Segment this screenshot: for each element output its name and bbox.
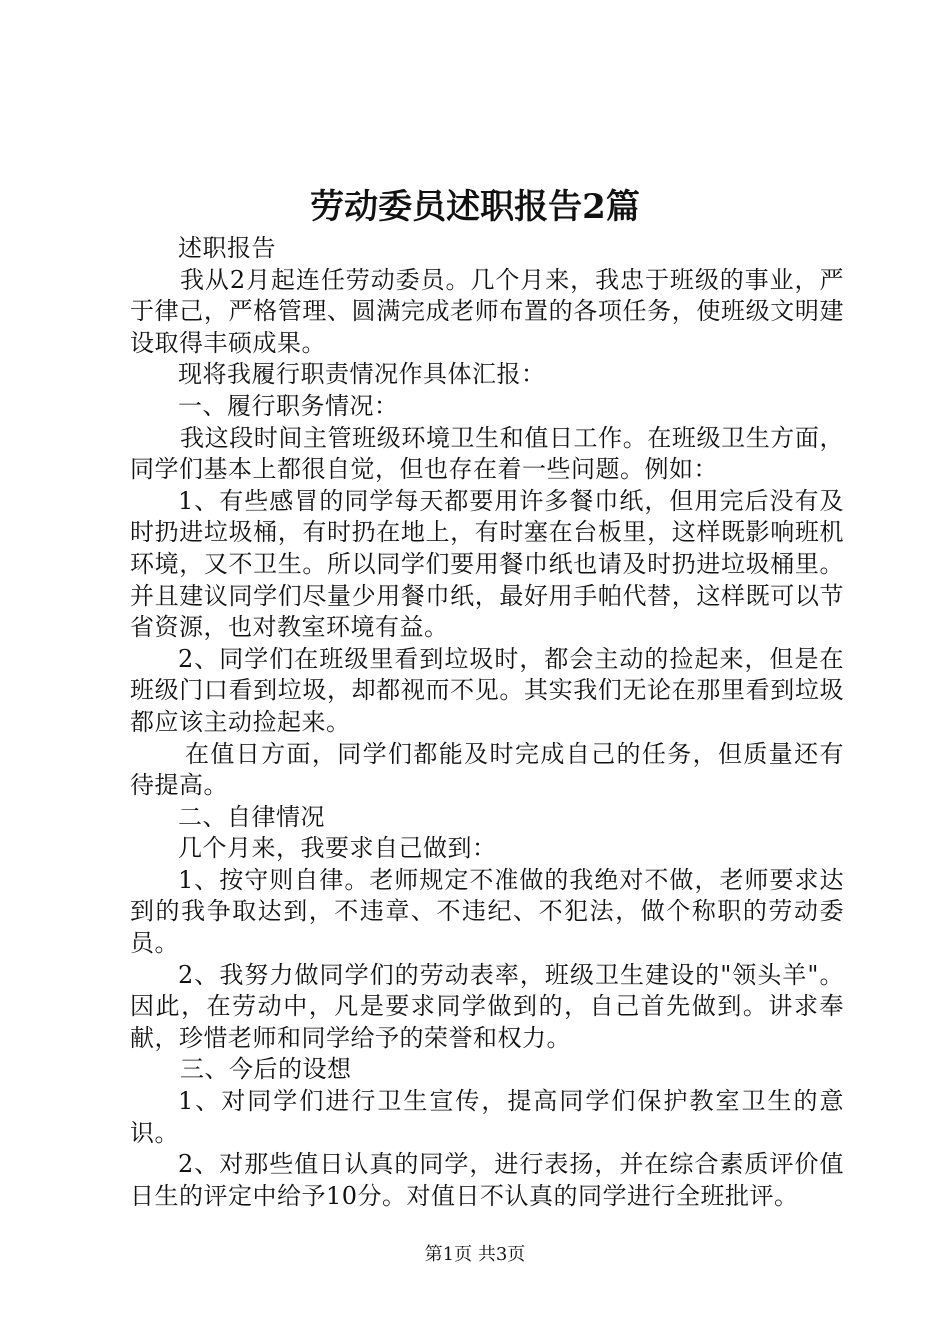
paragraph-duties-item-1: 1、有些感冒的同学每天都要用许多餐巾纸，但用完后没有及时扔进垃圾桶，有时扔在地上，有时塞在台板里，这样既影响班机环境，又不卫生。所以同学们要用餐巾纸也请及时扔进垃圾桶里。并且建议同学们尽量少用餐巾纸，最好用手帕代替，这样既可以节省资源，也对教室环境有益。 (130, 486, 844, 642)
paragraph-future-item-1: 1、对同学们进行卫生宣传，提高同学们保护教室卫生的意识。 (130, 1087, 844, 1147)
paragraph-duty-quality: 在值日方面，同学们都能及时完成自己的任务，但质量还有待提高。 (130, 739, 844, 800)
paragraph-self-discipline-item-2: 2、我努力做同学们的劳动表率，班级卫生建设的"领头羊"。因此，在劳动中，凡是要求同学做到的，自己首先做到。讲求奉献，珍惜老师和同学给予的荣誉和权力。 (130, 960, 844, 1052)
paragraph-intro: 我从2月起连任劳动委员。几个月来，我忠于班级的事业，严于律己，严格管理、圆满完成老师布置的各项任务，使班级文明建设取得丰硕成果。 (130, 265, 844, 357)
paragraph-self-discipline-lead: 几个月来，我要求自己做到： (178, 834, 497, 863)
paragraph-duties-overview: 我这段时间主管班级环境卫生和值日工作。在班级卫生方面，同学们基本上都很自觉，但也存在着一些问题。例如： (130, 423, 844, 484)
paragraph-future-item-2: 2、对那些值日认真的同学，进行表扬，并在综合素质评价值日生的评定中给予10分。对值日不认真的同学进行全班批评。 (130, 1150, 844, 1210)
page-footer (0, 1243, 950, 1267)
section-heading-duties: 一、履行职务情况： (178, 391, 399, 420)
document-body (130, 233, 844, 1212)
document-title: 劳动委员述职报告2篇 (310, 187, 640, 227)
section-heading-self-discipline: 二、自律情况 (178, 802, 325, 831)
page-number-info: 第1页 共3页 (424, 1244, 526, 1265)
paragraph-heading-report: 述职报告 (178, 234, 276, 262)
paragraph-duties-item-2: 2、同学们在班级里看到垃圾时，都会主动的捡起来，但是在班级门口看到垃圾，却都视而不见。其实我们无论在那里看到垃圾都应该主动捡起来。 (130, 644, 844, 736)
section-heading-future-plans: 三、今后的设想 (180, 1055, 352, 1084)
paragraph-self-discipline-item-1: 1、按守则自律。老师规定不准做的我绝对不做，老师要求达到的我争取达到，不违章、不违纪、不犯法，做个称职的劳动委员。 (130, 865, 844, 958)
paragraph-report-lead: 现将我履行职责情况作具体汇报： (178, 360, 546, 389)
